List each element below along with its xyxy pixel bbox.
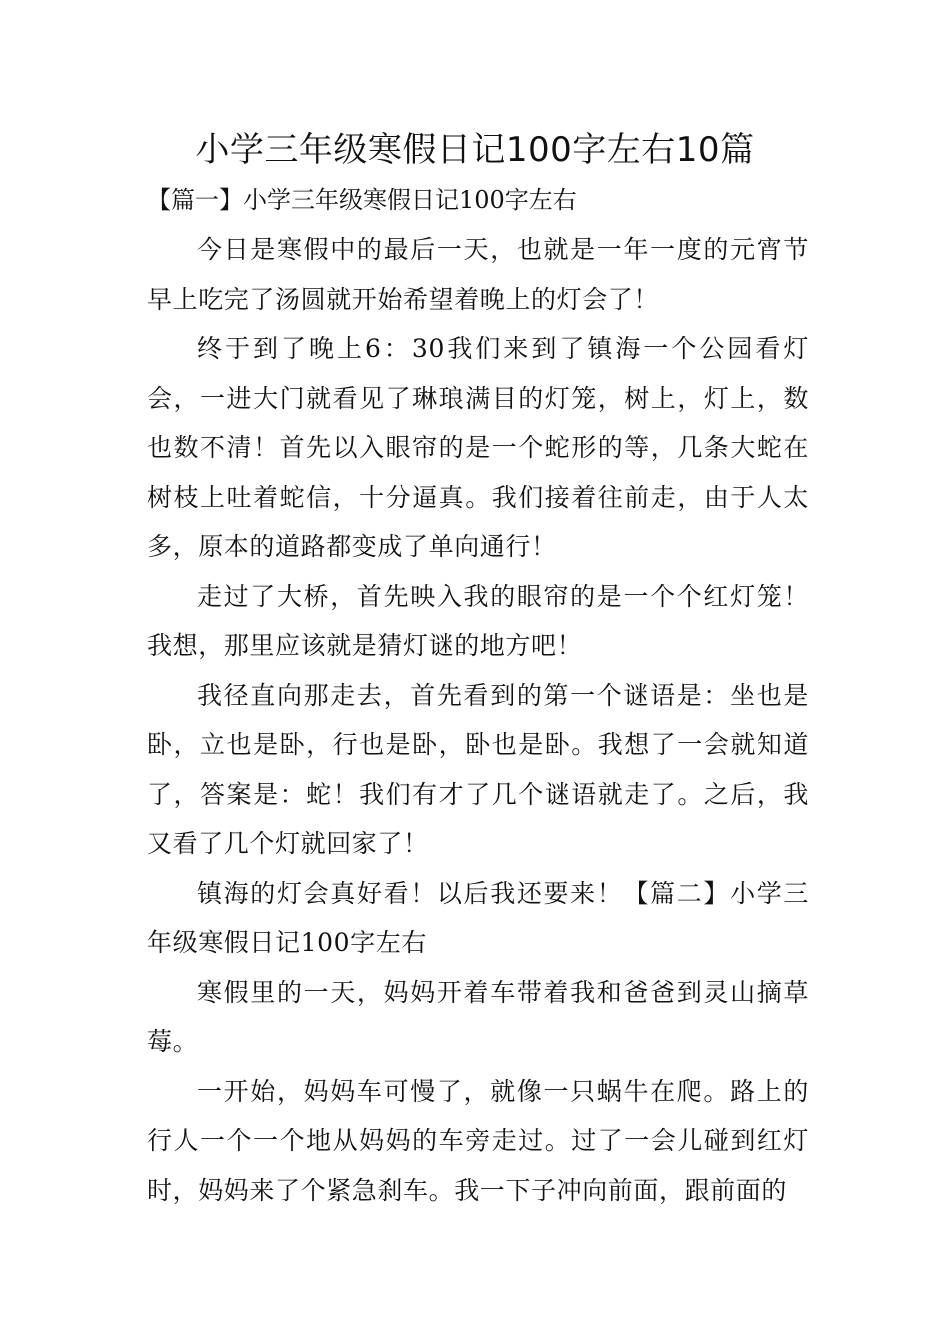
- paragraph-3: 走过了大桥，首先映入我的眼帘的是一个个红灯笼！我想，那里应该就是猜灯谜的地方吧！: [147, 581, 809, 660]
- paragraph-6: 寒假里的一天，妈妈开着车带着我和爸爸到灵山摘草莓。: [147, 977, 809, 1056]
- section-heading: 【篇一】小学三年级寒假日记100字左右: [147, 186, 577, 214]
- paragraph-5: 镇海的灯会真好看！以后我还要来！【篇二】小学三年级寒假日记100字左右: [147, 878, 809, 957]
- article-body: [147, 225, 809, 1215]
- paragraph-1: 今日是寒假中的最后一天，也就是一年一度的元宵节早上吃完了汤圆就开始希望着晚上的灯会了！: [147, 235, 809, 314]
- paragraph-2: 终于到了晚上6：30我们来到了镇海一个公园看灯会，一进大门就看见了琳琅满目的灯笼，树上，灯上，数也数不清！首先以入眼帘的是一个蛇形的等，几条大蛇在树枝上吐着蛇信，十分逼真。我们接着往前走，由于人太多，原本的道路都变成了单向通行！: [147, 334, 809, 561]
- document-title: 小学三年级寒假日记100字左右10篇: [195, 130, 755, 170]
- paragraph-4: 我径直向那走去，首先看到的第一个谜语是：坐也是卧，立也是卧，行也是卧，卧也是卧。我想了一会就知道了，答案是：蛇！我们有才了几个谜语就走了。之后，我又看了几个灯就回家了！: [147, 680, 809, 858]
- paragraph-7: 一开始，妈妈车可慢了，就像一只蜗牛在爬。路上的行人一个一个地从妈妈的车旁走过。过了一会儿碰到红灯时，妈妈来了个紧急刹车。我一下子冲向前面，跟前面的: [147, 1076, 809, 1205]
